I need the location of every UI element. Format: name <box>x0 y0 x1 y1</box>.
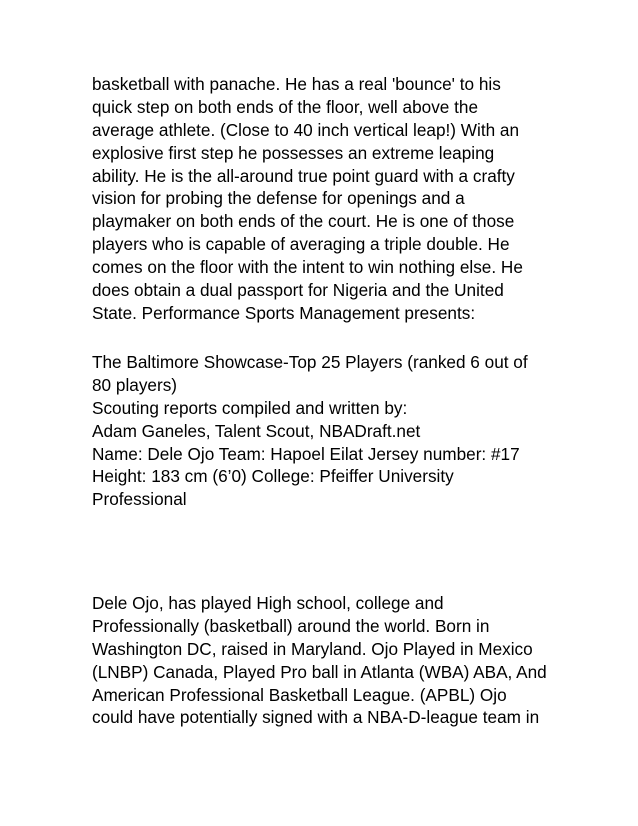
text-line: Height: 183 cm (6’0) College: Pfeiffer University <box>92 466 454 487</box>
text-line: Professionally (basketball) around the world. Born in <box>92 615 490 636</box>
text-line: basketball with panache. He has a real 'bounce' to his <box>92 74 501 94</box>
paragraph-biography <box>92 592 562 729</box>
text-line: average athlete. (Close to 40 inch vertical leap!) With an <box>92 119 520 140</box>
text-line: State. Performance Sports Management presents: <box>92 302 476 323</box>
text-line: ability. He is the all-around true point guard with a crafty <box>92 165 515 186</box>
text-line: Adam Ganeles, Talent Scout, NBADraft.net <box>92 420 421 441</box>
text-line: could have potentially signed with a NBA-D-league team in <box>92 707 540 728</box>
text-line: Name: Dele Ojo Team: Hapoel Eilat Jersey number: #17 <box>92 443 520 464</box>
text-line: does obtain a dual passport for Nigeria and the United <box>92 280 504 301</box>
paragraph-showcase-info <box>92 351 562 511</box>
text-line: playmaker on both ends of the court. He is one of those <box>92 211 515 232</box>
text-line: Dele Ojo, has played High school, college and <box>92 593 444 613</box>
text-line: Scouting reports compiled and written by: <box>92 397 408 418</box>
text-line: Professional <box>92 489 187 510</box>
text-line: comes on the floor with the intent to win nothing else. He <box>92 257 523 278</box>
text-line: vision for probing the defense for openings and a <box>92 188 465 209</box>
text-line: 80 players) <box>92 374 178 395</box>
text-line: (LNBP) Canada, Played Pro ball in Atlanta (WBA) ABA, And <box>92 661 547 682</box>
text-line: players who is capable of averaging a triple double. He <box>92 234 510 255</box>
text-line: Washington DC, raised in Maryland. Ojo Played in Mexico <box>92 638 533 659</box>
paragraph-scouting-description <box>92 73 562 325</box>
text-line: explosive first step he possesses an extreme leaping <box>92 142 495 163</box>
text-line: quick step on both ends of the floor, well above the <box>92 96 479 117</box>
text-line: The Baltimore Showcase-Top 25 Players (ranked 6 out of <box>92 352 528 372</box>
text-line: American Professional Basketball League. (APBL) Ojo <box>92 684 507 705</box>
